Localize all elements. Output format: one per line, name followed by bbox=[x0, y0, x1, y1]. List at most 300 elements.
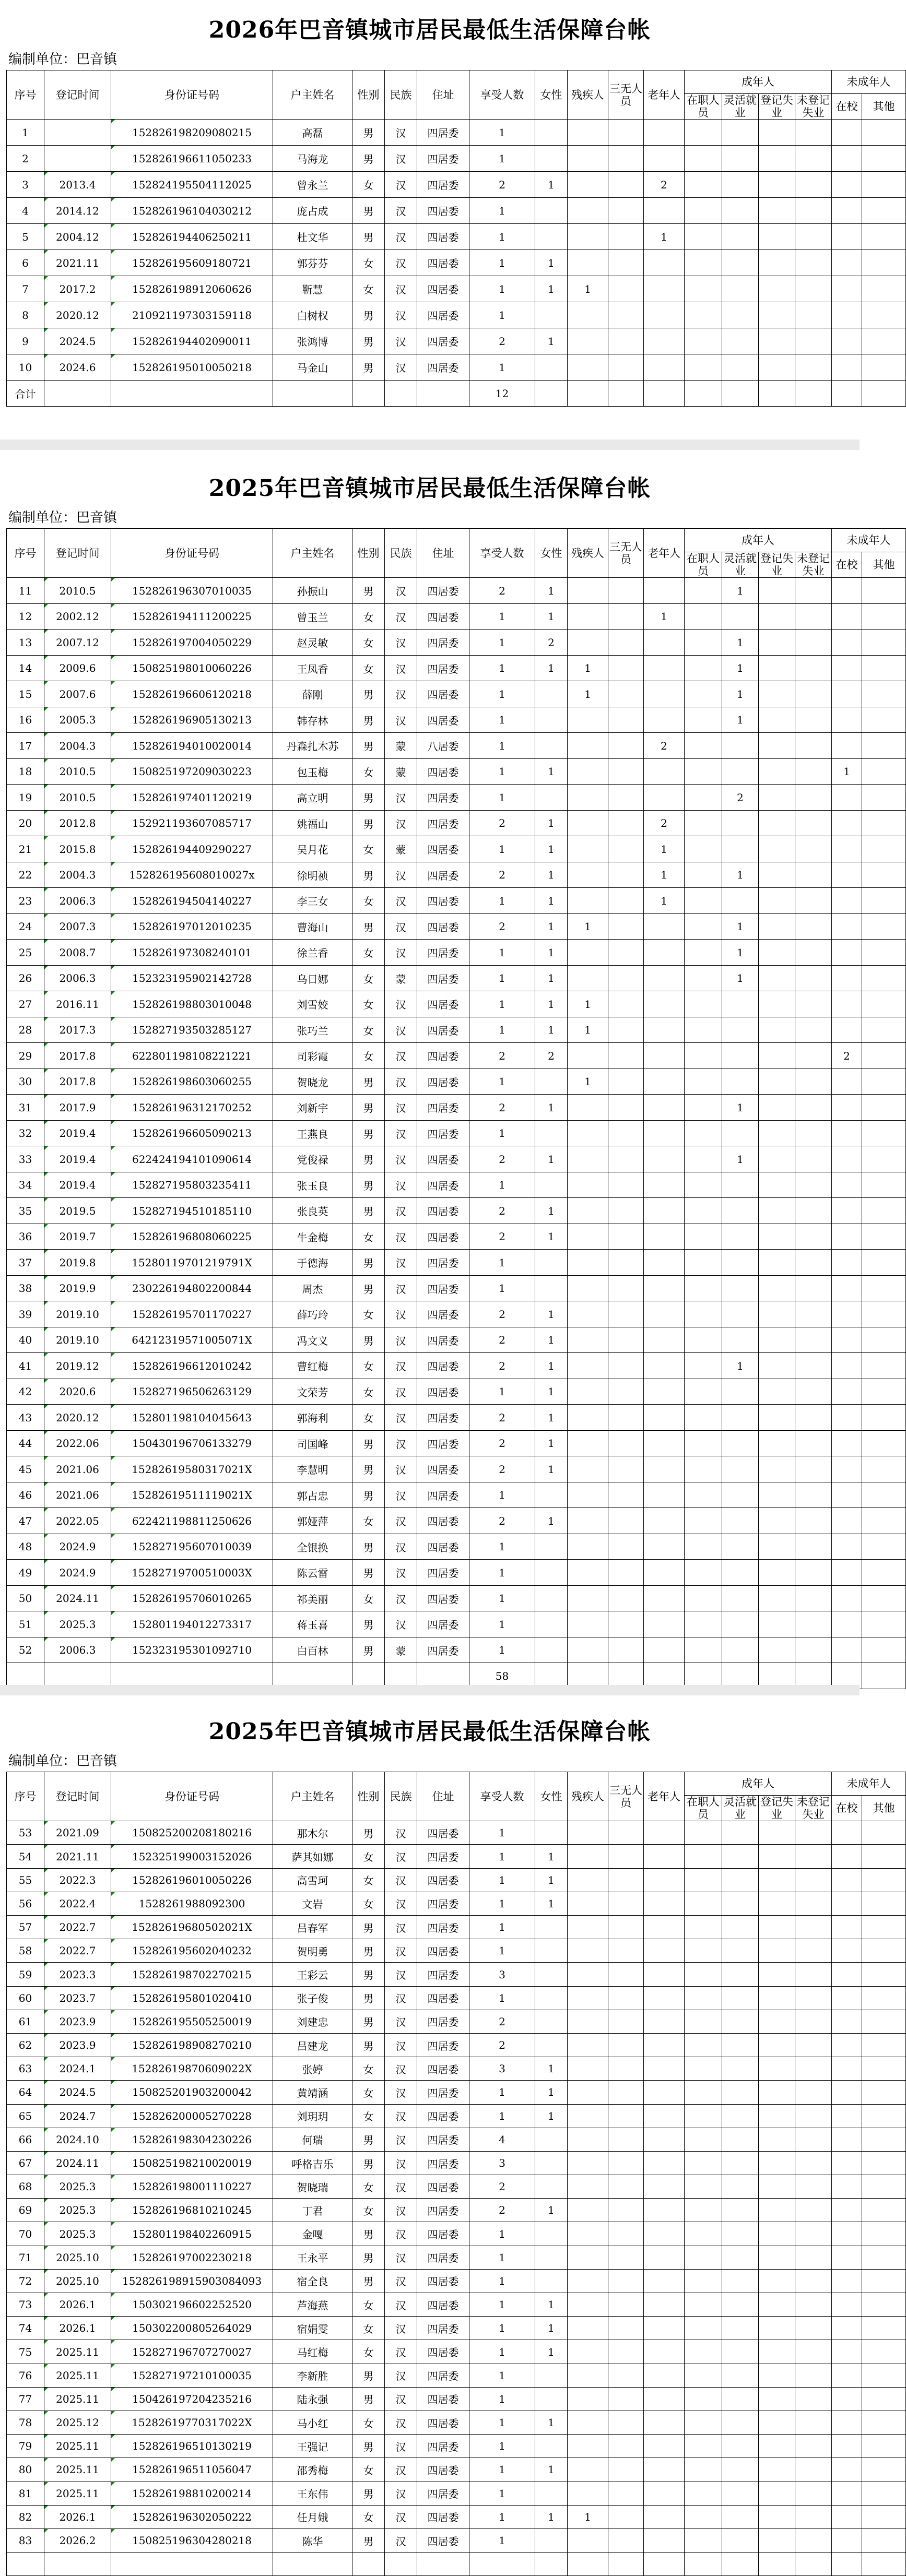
table-cell bbox=[608, 1611, 644, 1637]
table-cell: 四居委 bbox=[417, 1172, 469, 1198]
table-cell bbox=[685, 354, 722, 381]
table-cell bbox=[795, 1508, 832, 1534]
column-header: 其他 bbox=[862, 94, 906, 120]
table-cell bbox=[568, 1482, 608, 1508]
table-cell bbox=[644, 1172, 685, 1198]
table-cell: 2025.3 bbox=[44, 2222, 111, 2246]
page-title: 2026年巴音镇城市居民最低生活保障台帐 bbox=[208, 17, 651, 43]
table-cell: 汉 bbox=[385, 2528, 417, 2552]
table-cell: 汉 bbox=[385, 1405, 417, 1431]
table-cell: 汉 bbox=[385, 1430, 417, 1456]
table-cell: 男 bbox=[352, 1986, 385, 2010]
column-header: 序号 bbox=[7, 70, 44, 120]
table-cell: 四居委 bbox=[417, 1198, 469, 1224]
table-cell: 2 bbox=[644, 810, 685, 836]
table-cell: 女 bbox=[352, 250, 385, 276]
table-cell: 3 bbox=[7, 172, 44, 198]
table-cell bbox=[832, 2081, 862, 2104]
table-cell: 11 bbox=[7, 578, 44, 604]
table-cell bbox=[644, 1069, 685, 1095]
table-cell bbox=[644, 1939, 685, 1963]
table-cell: 2004.3 bbox=[44, 862, 111, 888]
table-cell bbox=[862, 381, 906, 407]
table-cell: 1 bbox=[469, 1868, 535, 1892]
table-cell: 党俊禄 bbox=[273, 1146, 352, 1172]
table-cell bbox=[832, 733, 862, 759]
table-cell: 四居委 bbox=[417, 1892, 469, 1915]
table-cell: 1 bbox=[469, 224, 535, 250]
total-count: 58 bbox=[469, 1663, 535, 1689]
table-cell: 22 bbox=[7, 862, 44, 888]
table-cell: 八居委 bbox=[417, 733, 469, 759]
table-cell: 152826197308240101 bbox=[111, 940, 273, 966]
ledger-table bbox=[6, 528, 906, 1689]
table-cell: 汉 bbox=[385, 2199, 417, 2222]
column-group-minor: 未成年人 bbox=[832, 1772, 906, 1796]
table-cell bbox=[535, 2528, 568, 2552]
table-cell bbox=[644, 1017, 685, 1043]
table-cell bbox=[722, 2057, 759, 2081]
table-cell: 男 bbox=[352, 1120, 385, 1146]
table-row bbox=[7, 965, 906, 991]
table-cell bbox=[644, 146, 685, 172]
table-cell bbox=[862, 2222, 906, 2246]
table-cell: 四居委 bbox=[417, 630, 469, 656]
table-cell: 男 bbox=[352, 2435, 385, 2458]
table-cell bbox=[568, 707, 608, 733]
table-cell bbox=[608, 2033, 644, 2057]
table-cell: 2009.6 bbox=[44, 655, 111, 681]
table-cell bbox=[759, 2482, 795, 2505]
table-cell: 男 bbox=[352, 785, 385, 811]
table-cell: 女 bbox=[352, 1405, 385, 1431]
table-cell bbox=[722, 1301, 759, 1327]
table-cell bbox=[722, 2246, 759, 2269]
table-cell: 四居委 bbox=[417, 1916, 469, 1939]
table-row bbox=[7, 2222, 906, 2246]
table-cell bbox=[722, 302, 759, 328]
table-cell: 男 bbox=[352, 1172, 385, 1198]
table-cell: 1 bbox=[535, 655, 568, 681]
table-cell: 汉 bbox=[385, 991, 417, 1017]
table-cell: 2025.11 bbox=[44, 2340, 111, 2364]
table-cell: 152826198915903084093 bbox=[111, 2269, 273, 2293]
table-cell bbox=[795, 1534, 832, 1560]
table-cell bbox=[644, 940, 685, 966]
table-cell bbox=[685, 1095, 722, 1121]
table-cell: 吕建龙 bbox=[273, 2033, 352, 2057]
table-cell: 26 bbox=[7, 965, 44, 991]
table-cell bbox=[608, 655, 644, 681]
table-cell: 73 bbox=[7, 2293, 44, 2317]
table-cell bbox=[795, 1043, 832, 1069]
table-cell bbox=[759, 2340, 795, 2364]
table-cell: 152826195010050218 bbox=[111, 354, 273, 381]
table-cell bbox=[759, 913, 795, 940]
table-cell: 四居委 bbox=[417, 1250, 469, 1276]
table-cell bbox=[685, 1198, 722, 1224]
table-cell: 2017.8 bbox=[44, 1043, 111, 1069]
table-cell: 四居委 bbox=[417, 2081, 469, 2104]
table-cell: 男 bbox=[352, 2010, 385, 2033]
table-cell: 男 bbox=[352, 328, 385, 354]
table-cell bbox=[759, 2057, 795, 2081]
table-cell: 1 bbox=[469, 2458, 535, 2482]
table-cell bbox=[795, 2081, 832, 2104]
table-cell bbox=[795, 250, 832, 276]
table-cell: 1 bbox=[469, 1275, 535, 1301]
table-cell bbox=[795, 120, 832, 146]
table-cell bbox=[759, 2553, 795, 2576]
table-cell bbox=[862, 1430, 906, 1456]
column-header: 未登记失业 bbox=[795, 1796, 832, 1821]
column-header: 登记时间 bbox=[44, 529, 111, 578]
table-cell: 2019.7 bbox=[44, 1224, 111, 1250]
table-cell: 1 bbox=[469, 2293, 535, 2317]
table-cell: 贺明勇 bbox=[273, 1939, 352, 1963]
table-cell: 1 bbox=[469, 1637, 535, 1663]
table-cell: 女 bbox=[352, 1301, 385, 1327]
table-cell bbox=[608, 888, 644, 914]
table-cell: 男 bbox=[352, 2128, 385, 2151]
table-cell bbox=[862, 1963, 906, 1986]
table-cell bbox=[568, 2033, 608, 2057]
table-cell bbox=[862, 1508, 906, 1534]
table-cell bbox=[832, 2104, 862, 2128]
table-cell: 1 bbox=[535, 2458, 568, 2482]
table-cell: 2 bbox=[644, 172, 685, 198]
table-cell: 2010.5 bbox=[44, 758, 111, 785]
table-cell: 司彩霞 bbox=[273, 1043, 352, 1069]
table-cell: 汉 bbox=[385, 2364, 417, 2387]
table-cell: 女 bbox=[352, 1868, 385, 1892]
table-cell bbox=[568, 1275, 608, 1301]
table-cell bbox=[795, 1224, 832, 1250]
table-cell: 2025.11 bbox=[44, 2387, 111, 2411]
table-cell: 1 bbox=[535, 2081, 568, 2104]
table-cell: 何瑞 bbox=[273, 2128, 352, 2151]
table-cell bbox=[795, 1916, 832, 1939]
table-cell: 37 bbox=[7, 1250, 44, 1276]
table-cell bbox=[759, 888, 795, 914]
table-cell bbox=[795, 2057, 832, 2081]
table-cell: 1 bbox=[469, 2269, 535, 2293]
table-cell: 152826196104030212 bbox=[111, 198, 273, 224]
table-cell bbox=[685, 2033, 722, 2057]
column-group-minor: 未成年人 bbox=[832, 70, 906, 94]
table-cell: 男 bbox=[352, 2246, 385, 2269]
table-row bbox=[7, 785, 906, 811]
table-cell: 2012.8 bbox=[44, 810, 111, 836]
table-cell: 四居委 bbox=[417, 328, 469, 354]
table-cell bbox=[722, 198, 759, 224]
table-row bbox=[7, 328, 906, 354]
table-cell bbox=[685, 1868, 722, 1892]
table-cell bbox=[795, 1637, 832, 1663]
table-cell bbox=[832, 888, 862, 914]
table-row bbox=[7, 913, 906, 940]
table-cell: 1 bbox=[535, 1430, 568, 1456]
table-cell: 郭娅萍 bbox=[273, 1508, 352, 1534]
table-cell bbox=[644, 2222, 685, 2246]
table-row bbox=[7, 1508, 906, 1534]
table-cell bbox=[862, 2269, 906, 2293]
table-cell bbox=[795, 2317, 832, 2340]
table-cell: 张鸿博 bbox=[273, 328, 352, 354]
column-header: 身份证号码 bbox=[111, 1772, 273, 1821]
column-header: 灵活就业 bbox=[722, 1796, 759, 1821]
table-cell bbox=[759, 1405, 795, 1431]
table-cell: 汉 bbox=[385, 2411, 417, 2434]
table-cell bbox=[685, 1986, 722, 2010]
table-cell: 四居委 bbox=[417, 224, 469, 250]
table-row bbox=[7, 250, 906, 276]
table-cell: 男 bbox=[352, 1611, 385, 1637]
table-cell bbox=[608, 578, 644, 604]
table-cell: 75 bbox=[7, 2340, 44, 2364]
table-cell bbox=[832, 1275, 862, 1301]
table-cell: 四居委 bbox=[417, 1611, 469, 1637]
table-cell: 2024.10 bbox=[44, 2128, 111, 2151]
table-cell: 41 bbox=[7, 1353, 44, 1379]
table-cell: 郭芬芬 bbox=[273, 250, 352, 276]
table-cell: 1 bbox=[535, 758, 568, 785]
table-cell: 四居委 bbox=[417, 146, 469, 172]
table-cell: 男 bbox=[352, 810, 385, 836]
table-cell: 1 bbox=[469, 991, 535, 1017]
table-cell bbox=[568, 1560, 608, 1586]
table-cell bbox=[535, 2364, 568, 2387]
table-row bbox=[7, 1916, 906, 1939]
table-cell bbox=[608, 120, 644, 146]
table-cell: 29 bbox=[7, 1043, 44, 1069]
column-header: 灵活就业 bbox=[722, 552, 759, 578]
table-cell: 152826195602040232 bbox=[111, 1939, 273, 1963]
table-cell bbox=[568, 2364, 608, 2387]
table-row bbox=[7, 2081, 906, 2104]
table-cell bbox=[685, 1224, 722, 1250]
table-cell: 男 bbox=[352, 1560, 385, 1586]
table-cell bbox=[535, 2482, 568, 2505]
table-cell: 1 bbox=[535, 172, 568, 198]
table-cell bbox=[862, 2246, 906, 2269]
table-cell: 1 bbox=[469, 276, 535, 302]
table-cell bbox=[535, 198, 568, 224]
table-cell bbox=[759, 578, 795, 604]
table-cell: 1 bbox=[535, 2104, 568, 2128]
table-cell: 2025.10 bbox=[44, 2246, 111, 2269]
table-cell bbox=[862, 1379, 906, 1405]
table-row bbox=[7, 2364, 906, 2387]
table-cell: 丹森扎木苏 bbox=[273, 733, 352, 759]
table-cell bbox=[568, 758, 608, 785]
table-cell: 2025.10 bbox=[44, 2269, 111, 2293]
column-group-adult: 成年人 bbox=[685, 70, 832, 94]
table-cell: 8 bbox=[7, 302, 44, 328]
table-cell bbox=[832, 1198, 862, 1224]
table-cell: 2006.3 bbox=[44, 888, 111, 914]
table-cell bbox=[568, 1198, 608, 1224]
table-cell: 152826194409290227 bbox=[111, 836, 273, 862]
table-cell: 女 bbox=[352, 2340, 385, 2364]
table-cell: 2 bbox=[469, 2033, 535, 2057]
table-cell: 622424194101090614 bbox=[111, 1146, 273, 1172]
table-cell bbox=[832, 1611, 862, 1637]
column-header: 住址 bbox=[417, 1772, 469, 1821]
table-cell bbox=[722, 991, 759, 1017]
table-cell bbox=[832, 836, 862, 862]
table-cell: 四居委 bbox=[417, 354, 469, 381]
table-cell: 男 bbox=[352, 1456, 385, 1482]
table-cell bbox=[759, 810, 795, 836]
table-cell bbox=[608, 836, 644, 862]
table-cell: 66 bbox=[7, 2128, 44, 2151]
table-cell: 1 bbox=[568, 913, 608, 940]
table-cell bbox=[862, 172, 906, 198]
table-cell bbox=[832, 1172, 862, 1198]
table-cell bbox=[644, 991, 685, 1017]
table-cell: 男 bbox=[352, 2151, 385, 2175]
compiling-unit: 编制单位：巴音镇 bbox=[8, 1753, 117, 1769]
table-cell: 2025.3 bbox=[44, 2199, 111, 2222]
page-gap bbox=[0, 1685, 860, 1695]
table-cell: 男 bbox=[352, 1963, 385, 1986]
table-cell bbox=[608, 1120, 644, 1146]
table-cell: 汉 bbox=[385, 888, 417, 914]
table-row bbox=[7, 2411, 906, 2434]
table-cell: 四居委 bbox=[417, 2033, 469, 2057]
table-cell bbox=[862, 733, 906, 759]
table-cell bbox=[759, 1198, 795, 1224]
table-cell: 蒋玉喜 bbox=[273, 1611, 352, 1637]
table-cell bbox=[417, 381, 469, 407]
table-cell: 74 bbox=[7, 2317, 44, 2340]
table-cell bbox=[832, 2364, 862, 2387]
table-cell bbox=[832, 381, 862, 407]
table-cell: 1 bbox=[535, 2057, 568, 2081]
table-cell: 1 bbox=[469, 836, 535, 862]
table-cell bbox=[685, 1250, 722, 1276]
table-cell bbox=[644, 2340, 685, 2364]
table-cell bbox=[862, 1146, 906, 1172]
table-cell bbox=[535, 2033, 568, 2057]
table-cell: 汉 bbox=[385, 862, 417, 888]
table-cell: 四居委 bbox=[417, 991, 469, 1017]
table-cell: 152826196606120218 bbox=[111, 681, 273, 707]
table-cell: 汉 bbox=[385, 2435, 417, 2458]
table-cell: 邵秀梅 bbox=[273, 2458, 352, 2482]
table-cell bbox=[722, 1637, 759, 1663]
table-cell: 152827195803235411 bbox=[111, 1172, 273, 1198]
table-cell: 汉 bbox=[385, 1508, 417, 1534]
table-cell: 3 bbox=[469, 2057, 535, 2081]
table-cell bbox=[685, 1611, 722, 1637]
table-cell: 男 bbox=[352, 1146, 385, 1172]
table-cell: 1 bbox=[722, 630, 759, 656]
table-cell: 1 bbox=[535, 328, 568, 354]
table-cell: 1 bbox=[469, 120, 535, 146]
table-cell: 150302196602252520 bbox=[111, 2293, 273, 2317]
table-cell: 2010.5 bbox=[44, 785, 111, 811]
table-cell: 1 bbox=[469, 2104, 535, 2128]
table-cell bbox=[644, 1405, 685, 1431]
column-header: 户主姓名 bbox=[273, 70, 352, 120]
table-cell bbox=[644, 2151, 685, 2175]
table-cell: 2 bbox=[469, 913, 535, 940]
table-cell: 1 bbox=[469, 2435, 535, 2458]
table-cell bbox=[759, 2528, 795, 2552]
table-cell: 四居委 bbox=[417, 1637, 469, 1663]
table-cell: 42 bbox=[7, 1379, 44, 1405]
table-cell: 152323195902142728 bbox=[111, 965, 273, 991]
table-cell: 2022.3 bbox=[44, 1868, 111, 1892]
column-group-adult: 成年人 bbox=[685, 529, 832, 552]
table-cell: 152826195609180721 bbox=[111, 250, 273, 276]
table-cell: 25 bbox=[7, 940, 44, 966]
table-cell: 2 bbox=[469, 1456, 535, 1482]
table-cell bbox=[685, 250, 722, 276]
table-cell bbox=[862, 302, 906, 328]
table-cell: 李新胜 bbox=[273, 2364, 352, 2387]
table-cell: 1 bbox=[722, 862, 759, 888]
table-cell: 2005.3 bbox=[44, 707, 111, 733]
table-cell bbox=[685, 2057, 722, 2081]
column-header: 民族 bbox=[385, 1772, 417, 1821]
table-cell: 19 bbox=[7, 785, 44, 811]
table-cell bbox=[685, 1301, 722, 1327]
table-cell: 2025.11 bbox=[44, 2482, 111, 2505]
table-cell: 汉 bbox=[385, 2151, 417, 2175]
table-cell: 150825196304280218 bbox=[111, 2528, 273, 2552]
table-cell: 马海龙 bbox=[273, 146, 352, 172]
column-header: 享受人数 bbox=[469, 70, 535, 120]
table-cell: 150825198010060226 bbox=[111, 655, 273, 681]
table-row bbox=[7, 2340, 906, 2364]
table-cell bbox=[644, 2057, 685, 2081]
table-cell bbox=[608, 146, 644, 172]
table-cell: 女 bbox=[352, 888, 385, 914]
table-cell: 2010.5 bbox=[44, 578, 111, 604]
table-cell bbox=[608, 1534, 644, 1560]
table-cell bbox=[685, 1845, 722, 1868]
table-cell bbox=[722, 1250, 759, 1276]
table-cell bbox=[795, 603, 832, 630]
table-cell bbox=[685, 1353, 722, 1379]
table-cell bbox=[862, 276, 906, 302]
table-cell bbox=[535, 146, 568, 172]
table-cell bbox=[862, 940, 906, 966]
table-cell: 女 bbox=[352, 2175, 385, 2199]
table-cell bbox=[759, 328, 795, 354]
table-cell bbox=[722, 2364, 759, 2387]
table-cell: 1 bbox=[568, 1069, 608, 1095]
table-cell bbox=[535, 1939, 568, 1963]
table-cell: 四居委 bbox=[417, 1868, 469, 1892]
table-cell bbox=[644, 1043, 685, 1069]
table-row bbox=[7, 1069, 906, 1095]
table-cell bbox=[759, 2364, 795, 2387]
table-cell bbox=[832, 1224, 862, 1250]
table-cell bbox=[685, 1637, 722, 1663]
table-cell bbox=[685, 224, 722, 250]
table-cell bbox=[644, 1327, 685, 1353]
table-cell bbox=[795, 785, 832, 811]
column-header: 灵活就业 bbox=[722, 94, 759, 120]
table-cell: 34 bbox=[7, 1172, 44, 1198]
table-cell: 59 bbox=[7, 1963, 44, 1986]
table-cell bbox=[862, 2435, 906, 2458]
table-cell bbox=[568, 810, 608, 836]
